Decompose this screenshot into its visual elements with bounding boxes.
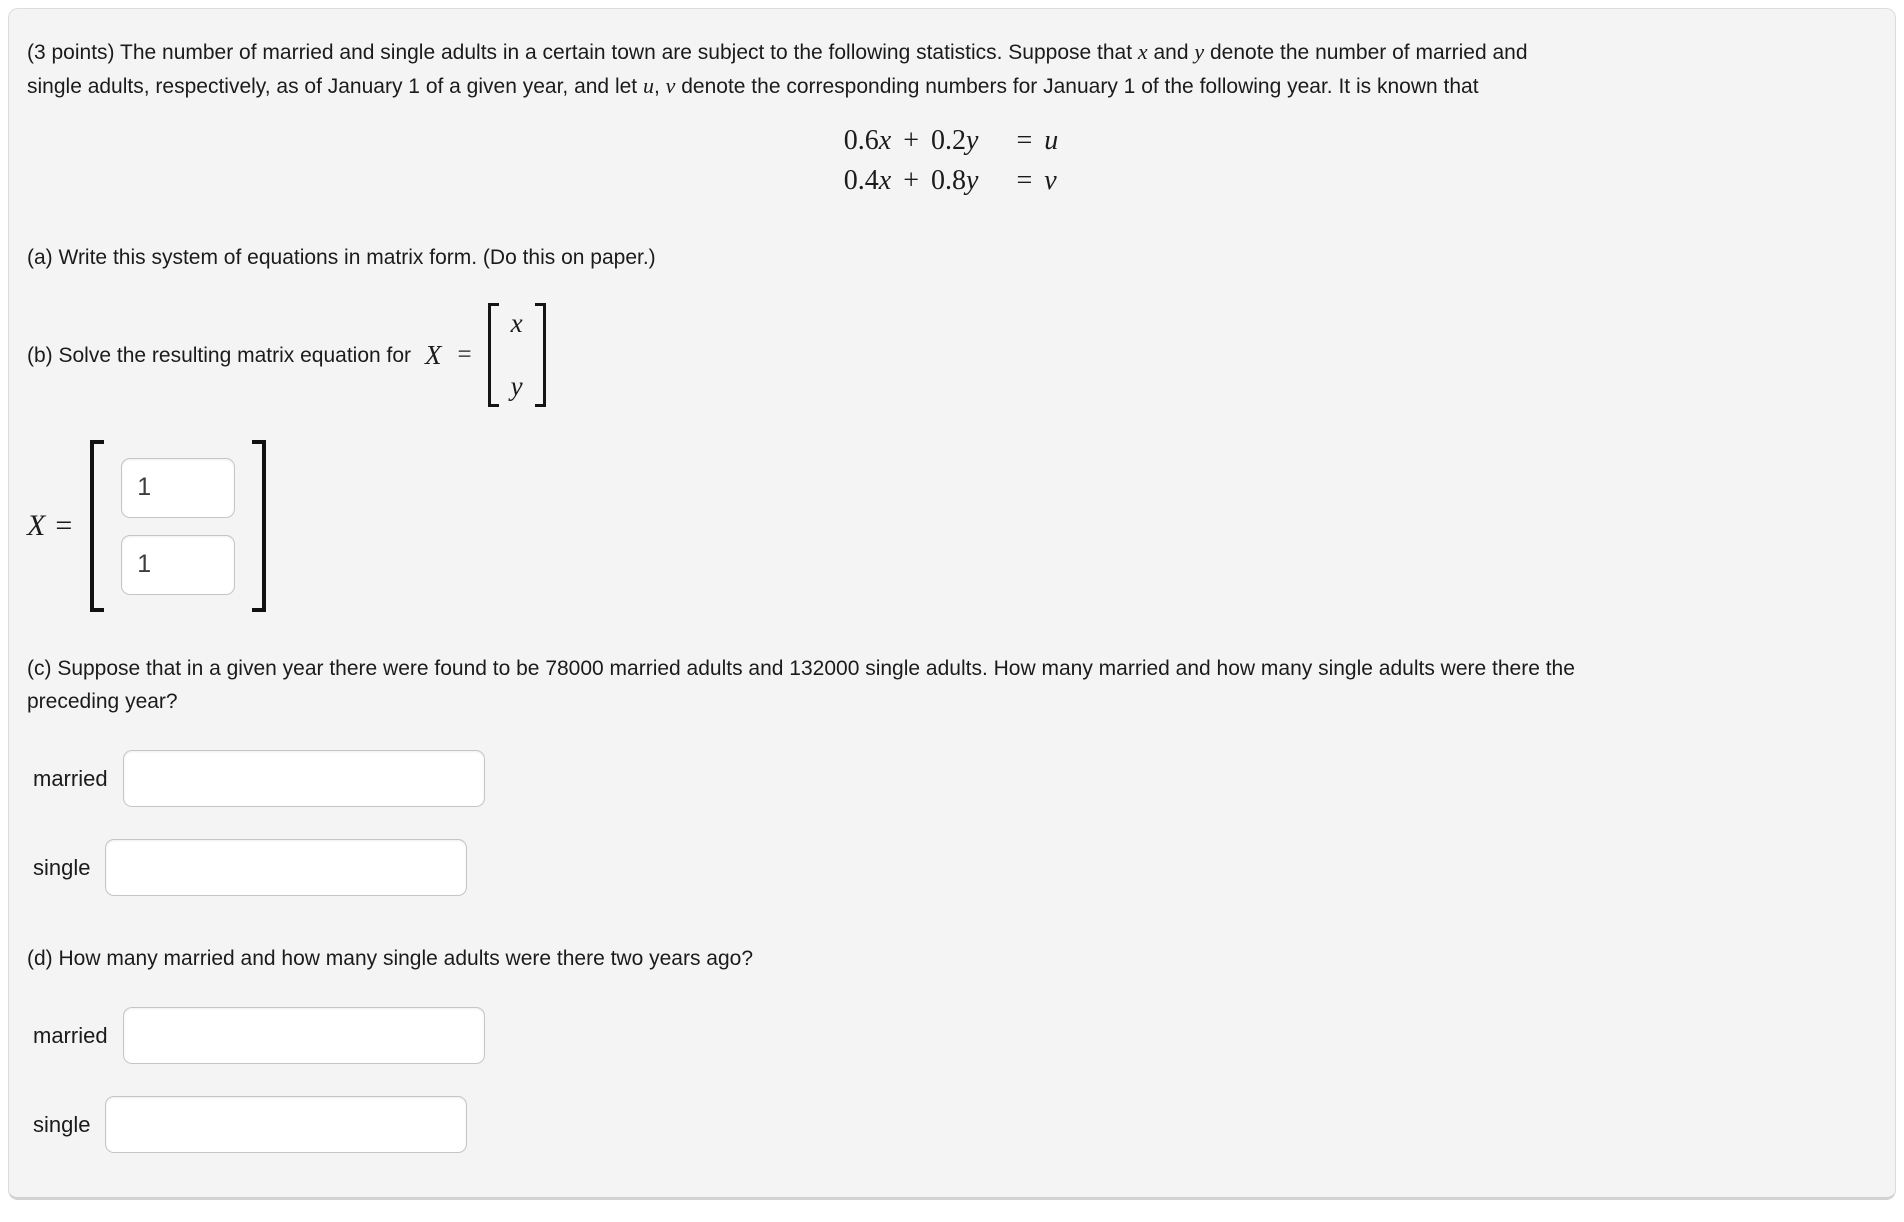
part-c-single-input[interactable] — [105, 839, 467, 896]
part-d-married-input[interactable] — [123, 1007, 485, 1064]
part-c-married-row — [33, 750, 1875, 807]
part-a-text: (a) Write this system of equations in matrix form. (Do this on paper.) — [27, 246, 656, 269]
part-b-equals: = — [457, 341, 472, 368]
eq1-coef-y: 0.2 — [931, 125, 966, 156]
page — [0, 8, 1904, 1222]
matrix-entry-x: x — [510, 308, 523, 338]
single-label: single — [33, 1111, 91, 1137]
part-c-text: (c) Suppose that in a given year there were found to be 78000 married adults and 132000 single adults. How many married and how many single adults were there the preceding year? — [27, 657, 1575, 713]
left-bracket — [488, 303, 499, 407]
intro-text-1: (3 points) The number of married and single adults in a certain town are subject to the following statistics. Suppose that — [27, 41, 1138, 64]
answer-matrix-block — [27, 440, 1875, 612]
part-c-single-row — [33, 839, 1875, 896]
xy-matrix — [488, 303, 546, 407]
part-d-married-row — [33, 1007, 1875, 1064]
equation-2-lhs — [844, 165, 979, 197]
single-label: single — [33, 854, 91, 880]
eq2-coef-x: 0.4 — [843, 165, 879, 196]
eq1-plus: + — [903, 125, 919, 156]
married-label: married — [33, 765, 108, 791]
eq1-var-x: x — [878, 125, 892, 156]
equation-system — [844, 125, 1058, 197]
left-bracket — [90, 440, 104, 612]
eq2-coef-y: 0.8 — [931, 165, 966, 196]
equation-1-lhs — [844, 125, 979, 157]
eq1-var-y: y — [966, 125, 979, 156]
matrix-entry-2-input[interactable] — [121, 535, 235, 595]
part-d-single-row — [33, 1096, 1875, 1153]
answer-var-X: X — [27, 509, 46, 542]
answer-matrix — [90, 440, 266, 612]
intro-text-2: and — [1147, 41, 1195, 64]
intro-text-3: denote the number of married and single adults, respectively, as of January 1 of a given year, and let — [27, 41, 1528, 98]
eq1-equals: = — [1016, 125, 1033, 156]
intro-text-4: denote the corresponding numbers for January 1 of the following year. It is known that — [675, 75, 1479, 98]
right-bracket — [252, 440, 266, 612]
math-var-y: y — [1194, 39, 1205, 64]
problem-intro — [27, 35, 1587, 103]
equation-1-rhs — [1016, 125, 1058, 157]
married-label: married — [33, 1022, 108, 1048]
part-d-text: (d) How many married and how many single adults were there two years ago? — [27, 947, 754, 970]
answer-matrix-label — [27, 509, 72, 543]
eq2-var-x: x — [878, 165, 892, 196]
eq2-equals: = — [1016, 165, 1033, 196]
eq1-coef-x: 0.6 — [843, 125, 879, 156]
answer-equals: = — [55, 509, 73, 542]
right-bracket — [535, 303, 546, 407]
math-var-x: x — [1137, 39, 1148, 64]
problem-card — [8, 8, 1896, 1200]
answer-matrix-column — [104, 440, 252, 612]
part-b-var-X: X — [425, 339, 442, 370]
part-b — [27, 300, 1875, 410]
matrix-entry-1-input[interactable] — [121, 458, 235, 518]
xy-matrix-column — [499, 303, 535, 407]
eq2-rhs-var: v — [1044, 165, 1057, 196]
eq2-plus: + — [903, 165, 919, 196]
equation-2-rhs — [1016, 165, 1058, 197]
matrix-entry-y: y — [510, 371, 523, 401]
math-var-u: u — [642, 73, 654, 98]
part-d-single-input[interactable] — [105, 1096, 467, 1153]
part-b-text: (b) Solve the resulting matrix equation for — [27, 343, 412, 367]
intro-comma: , — [653, 75, 666, 98]
part-c-married-input[interactable] — [123, 750, 485, 807]
eq1-rhs-var: u — [1044, 125, 1059, 156]
math-var-v: v — [665, 73, 676, 98]
eq2-var-y: y — [966, 165, 979, 196]
